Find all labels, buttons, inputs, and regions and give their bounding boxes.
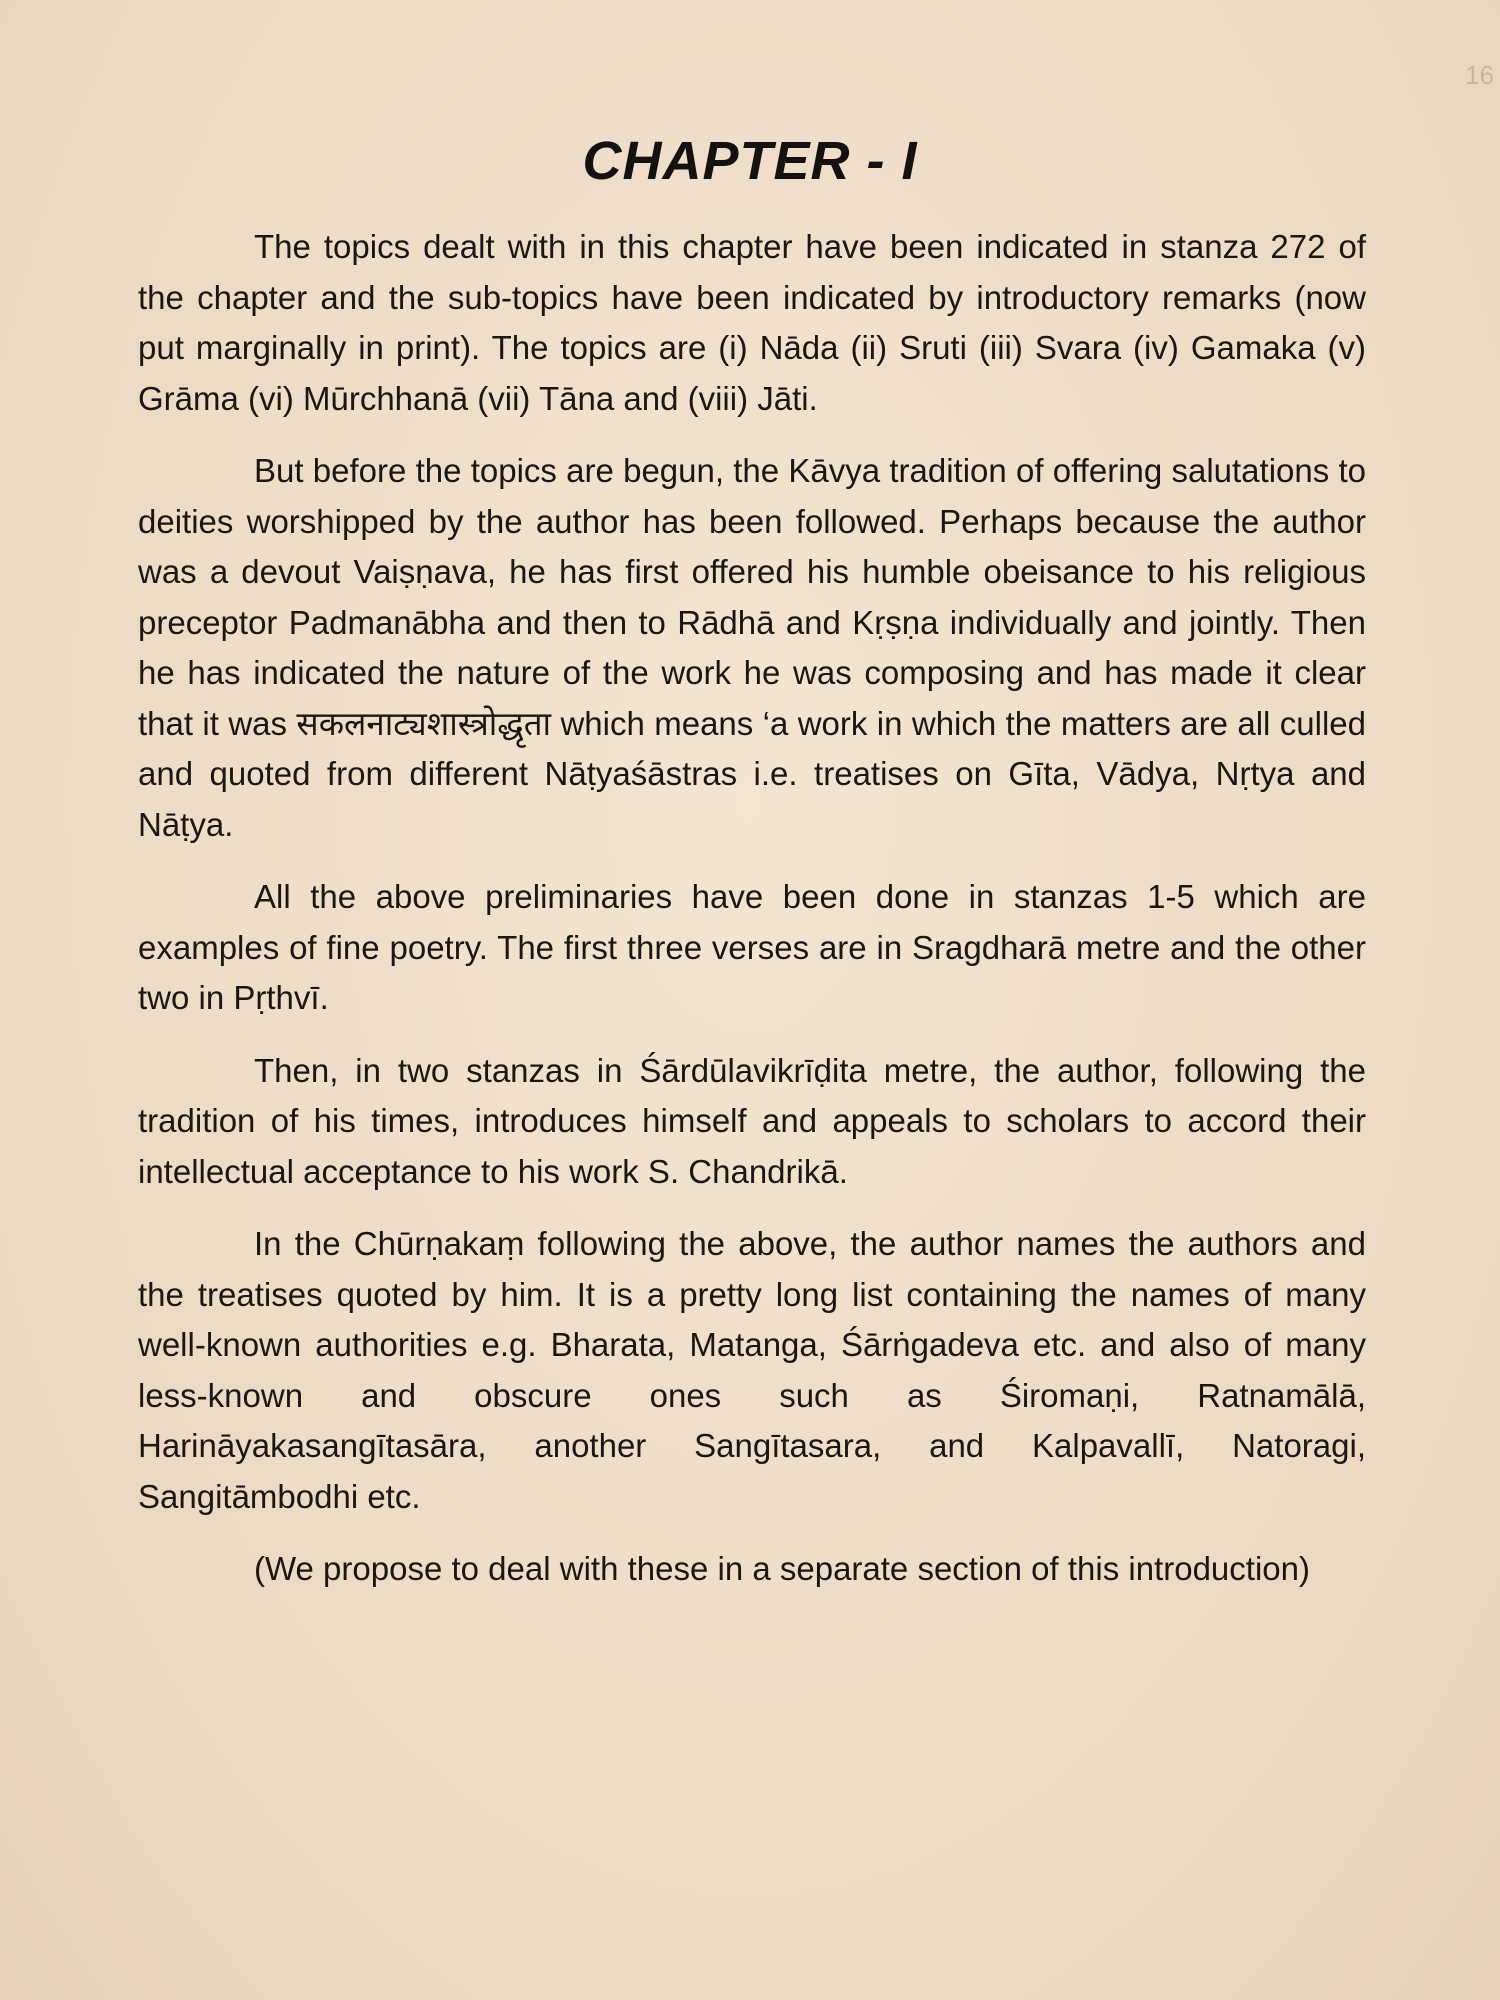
paragraph-topics: The topics dealt with in this chapter have been indicated in stanza 272 of the chapter and the sub-topics have been indicated by introductory remarks (now put marginally in print). The topics are (i) Nāda (ii) Sruti (iii) Svara (iv) Gamaka (v) Grāma (vi) Mūrchhanā (vii) Tāna and (viii) Jāti. bbox=[138, 228, 1366, 417]
page-number-fragment: 16 bbox=[1465, 60, 1494, 90]
paragraph-salutations: But before the topics are begun, the Kāvya tradition of offering salutations to deities worshipped by the author has been followed. Perhaps because the author was a devout Vaiṣṇava, he has first offered his humble obeisance to his religious preceptor Padmanābha and then to Rādhā and Kṛṣṇa individually and jointly. Then he has indicated the nature of the work he was composing and has made it clear that it was सकलनाट्यशास्त्रोद्धृता which means ‘a work in which the matters are all culled and quoted from different Nāṭyaśāstras i.e. treatises on Gīta, Vādya, Nṛtya and Nāṭya. bbox=[138, 452, 1366, 843]
paragraph-proposal: (We propose to deal with these in a separate section of this introduction) bbox=[254, 1550, 1310, 1587]
paragraph-author-introduction: Then, in two stanzas in Śārdūlavikrīḍita metre, the author, following the tradition of his times, introduces himself and appeals to scholars to accord their intellectual acceptance to his work S. Chandrikā. bbox=[138, 1051, 1366, 1190]
paragraph-preliminaries: All the above preliminaries have been done in stanzas 1-5 which are examples of fine poetry. The first three verses are in Sragdharā metre and the other two in Pṛthvī. bbox=[138, 878, 1366, 1016]
chapter-title: CHAPTER - I bbox=[582, 131, 918, 191]
paragraph-churnakam: In the Chūrṇakaṃ following the above, the author names the authors and the treatises quoted by him. It is a pretty long list containing the names of many well-known authorities e.g. Bharata, Matanga, Śārṅgadeva etc. and also of many less-known and obscure ones such as Śiromaṇi, Ratnamālā, Harināyakasangītasāra, another Sangītasara, and Kalpavallī, Natoragi, Sangitāmbodhi etc. bbox=[138, 1225, 1366, 1515]
chapter-body bbox=[138, 222, 1366, 1617]
